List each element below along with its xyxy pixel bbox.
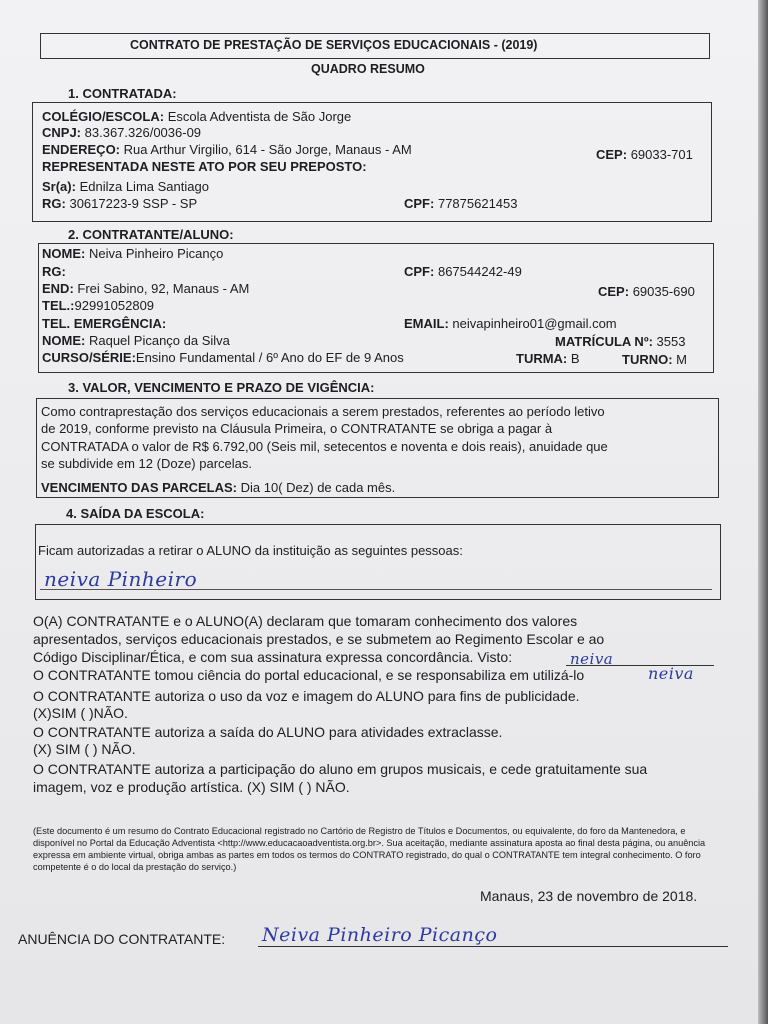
declaration-line-1: O(A) CONTRATANTE e o ALUNO(A) declaram que tomaram conhecimento dos valores [33, 613, 578, 629]
turno-value: M [676, 352, 688, 367]
cnpj-label: CNPJ: [42, 125, 82, 140]
school-row [42, 109, 351, 124]
contractor-cpf-label: CPF: [404, 264, 435, 279]
contractor-name-row [42, 246, 223, 261]
contractor-signature: Neiva Pinheiro Picanço [262, 924, 498, 946]
extraclass-authorization-options: (X) SIM ( ) NÃO. [33, 741, 136, 757]
contractor-cpf-row [404, 264, 522, 279]
address-label: ENDEREÇO: [42, 142, 121, 157]
due-row [41, 480, 395, 495]
cpf-label: CPF: [404, 196, 435, 211]
visto-signature: neiva [570, 650, 614, 668]
course-row [42, 350, 404, 365]
section-3-heading: 3. VALOR, VENCIMENTO E PRAZO DE VIGÊNCIA: [68, 380, 375, 395]
turma-row [516, 351, 580, 366]
contractor-cep-row [598, 284, 695, 299]
portal-signature: neiva [648, 664, 694, 683]
document-subtitle: QUADRO RESUMO [311, 62, 425, 76]
cep-label: CEP: [596, 147, 628, 162]
cep-value: 69033-701 [630, 147, 693, 162]
portal-declaration: O CONTRATANTE tomou ciência do portal educacional, e se responsabiliza em utilizá-lo [33, 667, 585, 683]
sr-value: Ednilza Lima Santiago [79, 179, 209, 194]
image-authorization-options: (X)SIM ( )NÃO. [33, 705, 128, 721]
rg-row [42, 196, 197, 211]
address-value: Rua Arthur Virgilio, 614 - São Jorge, Manaus - AM [123, 142, 412, 157]
section-4-heading: 4. SAÍDA DA ESCOLA: [66, 506, 205, 521]
contractor-cep-value: 69035-690 [632, 284, 695, 299]
cep-row [596, 147, 693, 162]
due-label: VENCIMENTO DAS PARCELAS: [41, 480, 237, 495]
page-edge-shadow [758, 0, 768, 1024]
value-line-3: CONTRATADA o valor de R$ 6.792,00 (Seis mil, setecentos e noventa e dois reais), anuidade que [41, 439, 608, 454]
image-authorization: O CONTRATANTE autoriza o uso da voz e imagem do ALUNO para fins de publicidade. [33, 688, 580, 704]
contractor-name-label: NOME: [42, 246, 86, 261]
contractor-name-value: Neiva Pinheiro Picanço [88, 246, 224, 261]
student-name-label: NOME: [42, 333, 86, 348]
due-value: Dia 10( Dez) de cada mês. [240, 480, 396, 495]
contractor-rg-label: RG: [42, 264, 66, 279]
turno-label: TURNO: [622, 352, 673, 367]
sr-row [42, 179, 209, 194]
matricula-value: 3553 [656, 334, 686, 349]
email-value: neivapinheiro01@gmail.com [452, 316, 617, 331]
address-row [42, 142, 412, 157]
contractor-tel-label: TEL.: [42, 298, 75, 313]
place-date: Manaus, 23 de novembro de 2018. [480, 888, 698, 904]
authorized-line [40, 589, 712, 590]
contractor-tel-value: 92991052809 [74, 298, 155, 313]
turno-row [622, 352, 687, 367]
representative-label: REPRESENTADA NESTE ATO POR SEU PREPOSTO: [42, 159, 367, 174]
turma-value: B [570, 351, 580, 366]
declaration-line-2: apresentados, serviços educacionais prestados, e se submetem ao Regimento Escolar e ao [33, 631, 605, 647]
rg-label: RG: [42, 196, 66, 211]
value-line-2: de 2019, conforme previsto na Cláusula Primeira, o CONTRATANTE se obriga a pagar à [41, 421, 553, 436]
course-label: CURSO/SÉRIE: [42, 350, 136, 365]
school-label: COLÉGIO/ESCOLA: [42, 109, 165, 124]
music-authorization-line-1: O CONTRATANTE autoriza a participação do aluno em grupos musicais, e cede gratuitamente sua [33, 761, 648, 777]
contractor-address-value: Frei Sabino, 92, Manaus - AM [77, 281, 250, 296]
cnpj-value: 83.367.326/0036-09 [84, 125, 202, 140]
authorized-people-text: Ficam autorizadas a retirar o ALUNO da instituição as seguintes pessoas: [38, 543, 463, 558]
section-1-heading: 1. CONTRATADA: [68, 86, 177, 101]
student-name-row [42, 333, 230, 348]
email-row [404, 316, 617, 331]
contractor-address-row [42, 281, 249, 296]
contractor-cpf-value: 867544242-49 [437, 264, 522, 279]
value-line-1: Como contraprestação dos serviços educacionais a serem prestados, referentes ao período letivo [41, 404, 605, 419]
document-title: CONTRATO DE PRESTAÇÃO DE SERVIÇOS EDUCACIONAIS - (2019) [130, 38, 538, 52]
music-authorization-line-2: imagem, voz e produção artística. (X) SIM ( ) NÃO. [33, 779, 350, 795]
email-label: EMAIL: [404, 316, 449, 331]
cnpj-row [42, 125, 201, 140]
authorized-person-handwritten: neiva Pinheiro [44, 567, 198, 591]
signature-line [258, 946, 728, 947]
contractor-tel-row [42, 298, 154, 313]
course-value: Ensino Fundamental / 6º Ano do EF de 9 Anos [135, 350, 404, 365]
matricula-row [555, 334, 685, 349]
extraclass-authorization: O CONTRATANTE autoriza a saída do ALUNO para atividades extraclasse. [33, 724, 503, 740]
sr-label: Sr(a): [42, 179, 76, 194]
cpf-value: 77875621453 [437, 196, 518, 211]
rg-value: 30617223-9 SSP - SP [69, 196, 198, 211]
declaration-line-3: Código Disciplinar/Ética, e com sua assinatura expressa concordância. Visto: [33, 649, 513, 665]
contractor-cep-label: CEP: [598, 284, 630, 299]
legal-note: (Este documento é um resumo do Contrato Educacional registrado no Cartório de Registro de Títulos e Documentos, ou equivalente, do foro da Mantenedora, e disponível no Portal da Educação Adventista <http://www.educacaoadventista.org.br>. Sua aceitação, mediante assinatura aposta ao final desta página, ou anuência expressa em ambiente virtual, obriga ambas as partes em todos os termos do CONTRATO registrado, do qual o CONTRATANTE tem integral conhecimento. O foro competente é o do local da prestação do serviço.) [33, 826, 706, 872]
turma-label: TURMA: [516, 351, 568, 366]
section-2-heading: 2. CONTRATANTE/ALUNO: [68, 227, 234, 242]
consent-label: ANUÊNCIA DO CONTRATANTE: [18, 931, 226, 947]
school-value: Escola Adventista de São Jorge [167, 109, 352, 124]
matricula-label: MATRÍCULA Nº: [555, 334, 653, 349]
cpf-row [404, 196, 518, 211]
emergency-tel-label: TEL. EMERGÊNCIA: [42, 316, 167, 331]
contractor-address-label: END: [42, 281, 74, 296]
value-line-4: se subdivide em 12 (Doze) parcelas. [41, 456, 252, 471]
student-name-value: Raquel Picanço da Silva [88, 333, 230, 348]
